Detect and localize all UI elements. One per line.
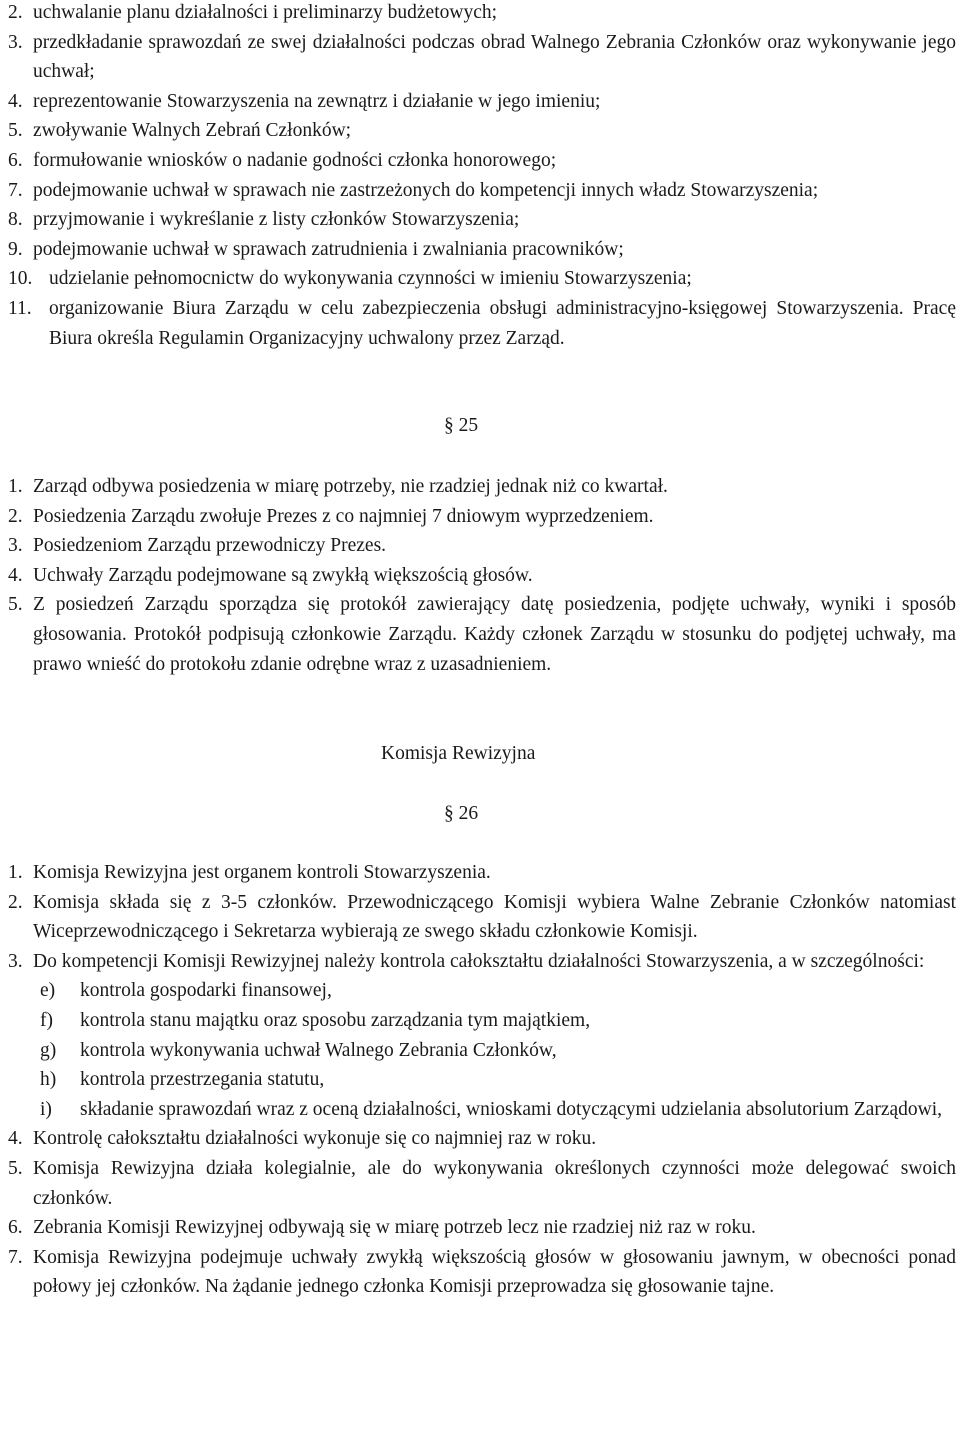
item-text: organizowanie Biura Zarządu w celu zabezpieczenia obsługi administracyjno-księgowej Stowarzyszenia. Pracę Biura określa Regulamin Organizacyjny uchwalony przez Zarząd. bbox=[49, 297, 956, 349]
item-number: 6. bbox=[8, 149, 23, 171]
item-text: zwoływanie Walnych Zebrań Członków; bbox=[33, 120, 352, 142]
komisja-list bbox=[0, 858, 960, 1302]
item-text: podejmowanie uchwał w sprawach nie zastrzeżonych do kompetencji innych władz Stowarzyszenia; bbox=[33, 179, 819, 201]
item-number: 2. bbox=[8, 2, 23, 23]
list-item bbox=[0, 590, 960, 679]
sub-item-text: kontrola wykonywania uchwał Walnego Zebrania Członków, bbox=[80, 1039, 557, 1061]
sub-list-item bbox=[0, 1036, 960, 1066]
sub-item-letter: f) bbox=[40, 1009, 53, 1031]
list-item bbox=[0, 858, 960, 888]
item-number: 3. bbox=[8, 950, 23, 972]
sub-item-letter: g) bbox=[40, 1039, 57, 1061]
item-text: formułowanie wniosków o nadanie godności członka honorowego; bbox=[33, 149, 557, 171]
item-number: 2. bbox=[8, 505, 23, 527]
item-number: 10. bbox=[8, 268, 33, 290]
item-text: podejmowanie uchwał w sprawach zatrudnienia i zwalniania pracowników; bbox=[33, 238, 624, 260]
list-item bbox=[0, 264, 960, 294]
item-text: przyjmowanie i wykreślanie z listy członków Stowarzyszenia; bbox=[33, 209, 520, 231]
item-number: 5. bbox=[8, 1157, 23, 1179]
item-text: Z posiedzeń Zarządu sporządza się protokół zawierający datę posiedzenia, podjęte uchwały, wyniki i sposób głosowania. Protokół podpisują członkowie Zarządu. Każdy członek Zarządu w stosunku do podjętej uchwały, ma prawo wnieść do protokołu zdanie odrębne wraz z uzasadnieniem. bbox=[33, 594, 956, 675]
item-number: 4. bbox=[8, 1128, 23, 1150]
list-item bbox=[0, 1243, 960, 1302]
sub-item-letter: h) bbox=[40, 1069, 57, 1091]
sub-item-letter: e) bbox=[40, 980, 56, 1002]
sub-item-text: kontrola gospodarki finansowej, bbox=[80, 980, 332, 1002]
item-number: 1. bbox=[8, 862, 23, 883]
item-number: 6. bbox=[8, 1217, 23, 1239]
list-item bbox=[0, 502, 960, 532]
zarzad-tasks-list bbox=[0, 0, 960, 353]
item-number: 1. bbox=[8, 476, 23, 497]
item-number: 3. bbox=[8, 31, 23, 53]
sub-item-text: kontrola przestrzegania statutu, bbox=[80, 1069, 325, 1091]
paragraph-number: 25 bbox=[458, 415, 479, 436]
item-text: uchwalanie planu działalności i preliminarzy budżetowych; bbox=[33, 2, 498, 23]
item-text: Kontrolę całokształtu działalności wykonuje się co najmniej raz w roku. bbox=[33, 1128, 597, 1150]
list-item bbox=[0, 561, 960, 591]
list-item bbox=[0, 205, 960, 235]
zarzad-meetings-list bbox=[0, 472, 960, 679]
sub-list-item bbox=[0, 976, 960, 1006]
sub-item-letter: i) bbox=[40, 1098, 52, 1120]
item-text: Komisja Rewizyjna działa kolegialnie, ale do wykonywania określonych czynności może delegować swoich członków. bbox=[33, 1157, 956, 1209]
item-text: Posiedzeniom Zarządu przewodniczy Prezes. bbox=[33, 535, 387, 557]
item-number: 11. bbox=[8, 297, 32, 319]
list-item bbox=[0, 1213, 960, 1243]
list-item bbox=[0, 531, 960, 561]
item-number: 4. bbox=[8, 90, 23, 112]
komisja-rewizyjna-heading: Komisja Rewizyjna bbox=[381, 743, 536, 764]
item-number: 2. bbox=[8, 891, 23, 913]
list-item bbox=[0, 116, 960, 146]
list-item bbox=[0, 87, 960, 117]
item-number: 7. bbox=[8, 1246, 23, 1268]
paragraph-25-heading bbox=[0, 411, 960, 441]
list-item bbox=[0, 1154, 960, 1213]
item-number: 3. bbox=[8, 535, 23, 557]
sub-item-text: składanie sprawozdań wraz z oceną działalności, wnioskami dotyczącymi udzielania absolutorium Zarządowi, bbox=[80, 1098, 943, 1120]
item-number: 5. bbox=[8, 120, 23, 142]
item-text: Do kompetencji Komisji Rewizyjnej należy kontrola całokształtu działalności Stowarzyszenia, a w szczególności: bbox=[33, 950, 925, 972]
section-symbol: § bbox=[444, 415, 454, 436]
list-item bbox=[0, 0, 960, 28]
list-item bbox=[0, 947, 960, 977]
paragraph-26-heading bbox=[0, 799, 960, 829]
item-text: Posiedzenia Zarządu zwołuje Prezes z co najmniej 7 dniowym wyprzedzeniem. bbox=[33, 505, 654, 527]
list-item bbox=[0, 146, 960, 176]
list-item bbox=[0, 176, 960, 206]
item-text: Komisja Rewizyjna podejmuje uchwały zwykłą większością głosów w głosowaniu jawnym, w obecności ponad połowy jej członków. Na żądanie jednego członka Komisji przeprowadza się głosowanie tajne. bbox=[33, 1246, 956, 1298]
sub-item-text: kontrola stanu majątku oraz sposobu zarządzania tym majątkiem, bbox=[80, 1009, 591, 1031]
item-text: Zarząd odbywa posiedzenia w miarę potrzeby, nie rzadziej jednak niż co kwartał. bbox=[33, 476, 668, 497]
list-item bbox=[0, 1124, 960, 1154]
item-text: reprezentowanie Stowarzyszenia na zewnątrz i działanie w jego imieniu; bbox=[33, 90, 601, 112]
item-number: 9. bbox=[8, 238, 23, 260]
item-text: Komisja Rewizyjna jest organem kontroli Stowarzyszenia. bbox=[33, 862, 491, 883]
item-text: Uchwały Zarządu podejmowane są zwykłą większością głosów. bbox=[33, 564, 533, 586]
sub-list-item bbox=[0, 1065, 960, 1095]
list-item bbox=[0, 235, 960, 265]
list-item bbox=[0, 294, 960, 353]
item-number: 4. bbox=[8, 564, 23, 586]
item-text: Komisja składa się z 3-5 członków. Przewodniczącego Komisji wybiera Walne Zebranie Członków natomiast Wiceprzewodniczącego i Sekretarza wybierają ze swego składu członkowie Komisji. bbox=[33, 891, 956, 943]
item-number: 5. bbox=[8, 594, 23, 616]
list-item bbox=[0, 28, 960, 87]
item-number: 8. bbox=[8, 209, 23, 231]
sub-list-item bbox=[0, 1006, 960, 1036]
item-text: przedkładanie sprawozdań ze swej działalności podczas obrad Walnego Zebrania Członków oraz wykonywanie jego uchwał; bbox=[33, 31, 956, 83]
sub-list-item bbox=[0, 1095, 960, 1125]
item-text: udzielanie pełnomocnictw do wykonywania czynności w imieniu Stowarzyszenia; bbox=[49, 268, 692, 290]
section-symbol: § bbox=[444, 803, 454, 824]
paragraph-number: 26 bbox=[458, 803, 479, 824]
list-item bbox=[0, 472, 960, 502]
list-item bbox=[0, 888, 960, 947]
item-number: 7. bbox=[8, 179, 23, 201]
item-text: Zebrania Komisji Rewizyjnej odbywają się w miarę potrzeb lecz nie rzadziej niż raz w roku. bbox=[33, 1217, 756, 1239]
